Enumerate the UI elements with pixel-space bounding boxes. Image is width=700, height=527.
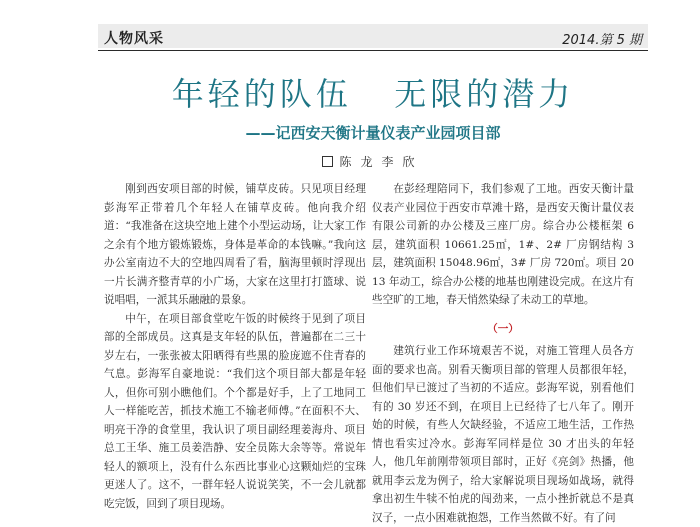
left-column	[104, 180, 366, 513]
article-subtitle: ——记西安天衡计量仪表产业园项目部	[245, 124, 501, 142]
author-names: 陈龙李欣	[339, 155, 424, 169]
right-column	[372, 180, 634, 527]
article-title: 年轻的队伍 无限的潜力	[171, 75, 575, 113]
section-heading: （一）	[487, 322, 519, 335]
section-name: 人物风采	[104, 31, 164, 47]
paragraph: 建筑行业工作环境艰苦不说，对施工管理人员各方面的要求也高。别看天衡项目部的管理人员都很年轻，但他们早已渡过了当初的不适应。彭海军说，别看他们有的 30 岁还不到，在项目上已经待了七八年了。刚开始的时候，有些人欠缺经验，不适应工地生活，工作热情也看实过冷水。彭海军同样是位 30 才出头的年轻人，他几年前刚带领项目部时，正好《亮剑》热播，他就用李云龙为例子，给大家解说项目现场如战场，就得拿出初生牛犊不怕虎的闯劲来，一点小挫折就总不是真汉子，一点小困难就抱怨，工作当然做不好。有了问	[372, 345, 634, 524]
square-box-icon	[322, 156, 333, 167]
byline	[98, 153, 648, 170]
paragraph: 在彭经理陪同下，我们参观了工地。西安天衡计量仪表产业园位于西安市草滩十路，是西安天衡计量仪表有限公司新的办公楼及三座厂房。综合办公楼框架 6 层，建筑面积 10661.25㎡，1#、2# 厂房钢结构 3 层，建筑面积 15048.96㎡，3# 厂房 720㎡。项目 2013 年动工，综合办公楼的地基也刚建设完成。在这片有些空旷的工地，春天悄然染绿了未动工的草地。	[372, 183, 634, 306]
paragraph: 中午，在项目部食堂吃午饭的时候终于见到了项目部的全部成员。这真是支年轻的队伍，普遍都在二三十岁左右，一张张被太阳晒得有些黑的脸庞遮不住青春的气息。彭海军自豪地说：“我们这个项目部大都是年轻人，但你可别小瞧他们。个个都是好手，上了工地同工人一样能吃苦，抓技术施工不输老师傅。”在面积不大、明亮干净的食堂里，我认识了项目副经理姜海舟、项目总工王华、施工员姜浩静、安全员陈大余等等。常说年轻人的额项上，没有什么东西比事业心这颗灿烂的宝珠更迷人了。这不，一群年轻人说说笑笑，不一会儿就都吃完饭，回到了项目现场。	[104, 312, 366, 510]
paragraph: 刚到西安项目部的时候，铺草皮砖。只见项目经理彭海军正带着几个年轻人在铺草皮砖。他向我介绍道：“我准备在这块空地上建个小型运动场，让大家工作之余有个地方锻炼锻炼，身体是革命的本钱嘛。”我向这办公室南边不大的空地四周看了看，脑海里顿时浮现出一片长满齐整青草的小广场，大家在这里打打篮球、说说唱唱，一派其乐融融的景象。	[104, 183, 366, 306]
issue-number: 2014.第 5 期	[562, 33, 642, 48]
header-divider	[98, 50, 648, 51]
